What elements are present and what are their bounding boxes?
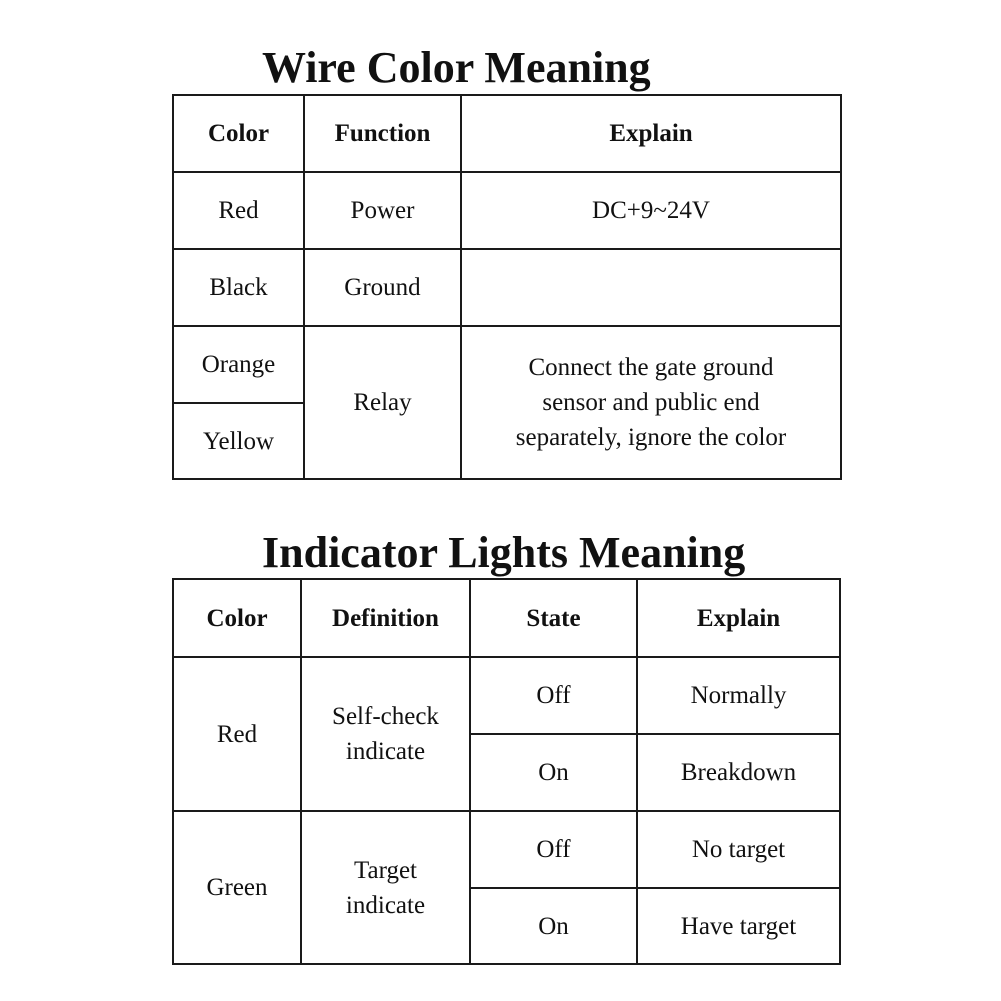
cell-explain — [461, 249, 841, 326]
cell-explain: No target — [637, 811, 840, 888]
definition-line: indicate — [345, 738, 426, 765]
table-row — [173, 811, 840, 888]
definition-line: Self-check — [332, 703, 439, 730]
cell-color: Red — [173, 657, 301, 811]
header-function: Function — [304, 95, 461, 172]
header-state: State — [470, 579, 637, 657]
cell-function: Relay — [304, 326, 461, 479]
explain-line: sensor and public end — [542, 389, 760, 416]
table-row — [173, 326, 841, 403]
cell-definition — [301, 657, 470, 811]
definition-line: Target — [353, 856, 418, 884]
header-color: Color — [173, 579, 301, 657]
cell-color: Red — [173, 172, 304, 249]
header-definition: Definition — [301, 579, 470, 657]
cell-explain: Normally — [637, 657, 840, 734]
cell-state: Off — [470, 657, 637, 734]
cell-explain: Breakdown — [637, 734, 840, 811]
table-row — [173, 657, 840, 734]
definition-line: indicate — [345, 891, 426, 919]
table-header-row — [173, 579, 840, 657]
header-color: Color — [173, 95, 304, 172]
explain-line: separately, ignore the color — [515, 424, 787, 451]
cell-explain: DC+9~24V — [461, 172, 841, 249]
cell-explain — [461, 326, 841, 479]
cell-color: Green — [173, 811, 301, 964]
indicator-lights-title: Indicator Lights Meaning — [262, 528, 746, 577]
cell-state: On — [470, 888, 637, 964]
table-header-row — [173, 95, 841, 172]
table-row — [173, 249, 841, 326]
header-explain: Explain — [637, 579, 840, 657]
table-row — [173, 172, 841, 249]
cell-state: On — [470, 734, 637, 811]
wire-color-title: Wire Color Meaning — [262, 43, 651, 92]
explain-line: Connect the gate ground — [528, 354, 774, 381]
wire-color-table — [172, 94, 842, 480]
cell-color: Yellow — [173, 403, 304, 479]
cell-color: Black — [173, 249, 304, 326]
cell-function: Power — [304, 172, 461, 249]
cell-function: Ground — [304, 249, 461, 326]
cell-explain: Have target — [637, 888, 840, 964]
cell-definition — [301, 811, 470, 964]
indicator-lights-table — [172, 578, 841, 965]
cell-color: Orange — [173, 326, 304, 403]
cell-state: Off — [470, 811, 637, 888]
header-explain: Explain — [461, 95, 841, 172]
